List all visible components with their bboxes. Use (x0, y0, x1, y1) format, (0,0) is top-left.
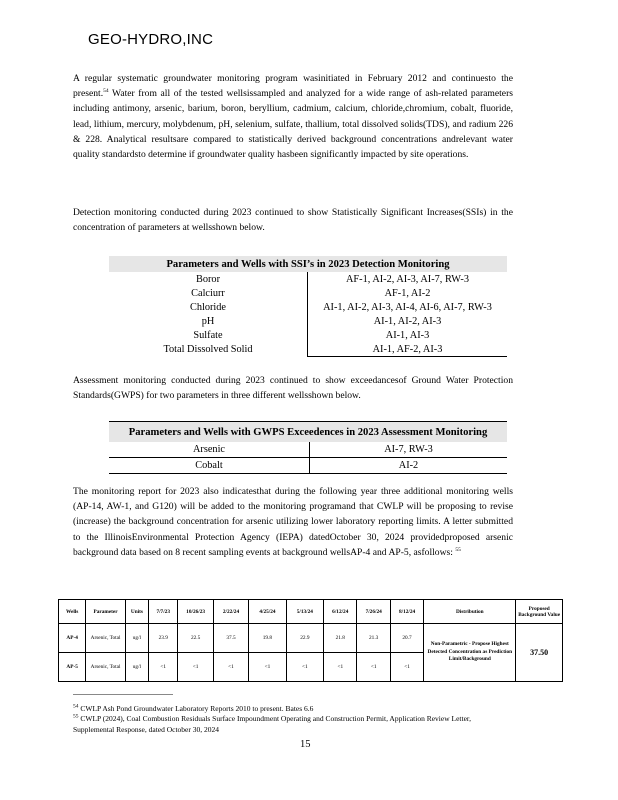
param-cell: Cobalt (109, 458, 310, 474)
value-cell: <1 (390, 653, 423, 682)
header-cell: Parameter (86, 600, 125, 624)
table-row (109, 342, 507, 357)
table-row (109, 328, 507, 342)
proposed-value-cell: 37.50 (516, 624, 563, 682)
company-header: GEO-HYDRO,INC (88, 31, 214, 48)
paragraph-detection-monitoring: Detection monitoring conducted during 2023 continued to show Statistically Significant Increases(SSIs) in the concentration of parameters at wellsshown below. (73, 207, 513, 234)
value-cell: <1 (324, 653, 357, 682)
footnote-ref-55: 55 (455, 546, 461, 553)
distribution-cell: Non-Parametric - Propose Highest Detected Concentration as Prediction Limit/Background (424, 624, 516, 682)
header-cell: 2/22/24 (213, 600, 248, 624)
value-cell: 21.8 (324, 624, 357, 653)
header-cell: Proposed Background Value (516, 600, 563, 624)
table-row (109, 272, 507, 286)
wells-cell: AI-7, RW-3 (310, 442, 508, 458)
header-cell: 7/26/24 (357, 600, 390, 624)
param-cell: Calciurr (109, 286, 308, 300)
value-cell: 22.9 (286, 624, 323, 653)
value-cell: <1 (357, 653, 390, 682)
paragraph-text: The monitoring report for 2023 also indicatesthat during the following year three additional monitoring wells (AP-14, AW-1, and G120) will be added to the monitoring programand that CWLP will be proposing to revise (increase) the background concentration for arsenic utilizing lower laboratory reporting limits. A letter submitted to the IllinoisEnvironmental Protection Agency (IEPA) datedOctober 30, 2024 providedproposed arsenic background data based on 8 recent sampling events at background wellsAP-4 and AP-5, asfollows: (73, 486, 513, 558)
gwps-table-title: Parameters and Wells with GWPS Exceedences in 2023 Assessment Monitoring (109, 422, 507, 443)
value-cell: 21.3 (357, 624, 390, 653)
wells-cell: AF-1, AI-2 (384, 287, 431, 299)
units-cell: ug/l (125, 653, 148, 682)
param-cell: Arsenic, Total (86, 653, 125, 682)
table-row (109, 314, 507, 328)
footnote-55 (73, 713, 513, 735)
header-cell: 5/13/24 (286, 600, 323, 624)
param-cell: Total Dissolved Solid (109, 342, 308, 357)
param-cell: Arsenic, Total (86, 624, 125, 653)
param-cell: Boror (109, 272, 308, 286)
table-row (109, 442, 507, 458)
header-cell: 8/12/24 (390, 600, 423, 624)
param-cell: Arsenic (109, 442, 310, 458)
footnote-text: CWLP (2024), Coal Combustion Residuals Surface Impoundment Operating and Construction Permit, Application Review Letter, Supplemental Response, dated October 30, 2024 (73, 714, 471, 734)
wells-cell: AI-1, AI-2, AI-3, AI-4, AI-6, AI-7, RW-3 (323, 301, 492, 313)
arsenic-background-table (58, 599, 563, 682)
well-cell: AP-4 (59, 624, 86, 653)
paragraph-assessment-monitoring: Assessment monitoring conducted during 2023 continued to show exceedancesof Ground Water Protection Standards(GWPS) for two parameters in three different wellsshown below. (73, 375, 513, 402)
header-cell: 6/12/24 (324, 600, 357, 624)
footnote-divider (73, 694, 173, 695)
header-cell: Distribution (424, 600, 516, 624)
value-cell: 37.5 (213, 624, 248, 653)
wells-cell: AF-1, AI-2, AI-3, AI-7, RW-3 (346, 273, 469, 285)
footnote-mark: 54 (73, 703, 79, 710)
table-row (109, 458, 507, 474)
paragraph-monitoring-program (73, 71, 513, 162)
value-cell: <1 (249, 653, 286, 682)
footnote-ref-54: 54 (103, 88, 109, 95)
param-cell: Chloride (109, 300, 308, 314)
well-cell: AP-5 (59, 653, 86, 682)
ssi-table-title: Parameters and Wells with SSI’s in 2023 Detection Monitoring (109, 256, 507, 272)
paragraph-text-cont: Water from all of the tested wellsissampled and analyzed for a wide range of ash-related parameters including antimony, arsenic, barium, boron, beryllium, cadmium, calcium, chloride,chromium, cobalt, fluoride, lead, lithium, mercury, molybdenum, pH, selenium, sulfate, thallium, total dissolved solids(TDS), and radium 226 & 228. Analytical resultsare compared to statistically derived background concentrations andrelevant water quality standardsto determine if groundwater quality hasbeen significantly impacted by site operations. (73, 88, 513, 161)
wells-cell: AI-1, AF-2, AI-3 (308, 342, 508, 357)
header-cell: 4/25/24 (249, 600, 286, 624)
table-row (59, 624, 563, 653)
ssi-detection-table (109, 256, 507, 357)
wells-cell: AI-1, AI-2, AI-3 (373, 315, 442, 327)
page-number: 15 (300, 739, 311, 750)
table-row (109, 300, 507, 314)
footnote-text: CWLP Ash Pond Groundwater Laboratory Reports 2010 to present. Bates 6.6 (78, 704, 314, 713)
value-cell: 23.9 (149, 624, 178, 653)
value-cell: 22.5 (178, 624, 213, 653)
value-cell: 19.8 (249, 624, 286, 653)
header-cell: 7/7/23 (149, 600, 178, 624)
param-cell: pH (109, 314, 308, 328)
table-row (109, 286, 507, 300)
table-header-row (59, 600, 563, 624)
footnote-mark: 55 (73, 713, 79, 720)
wells-cell: AI-1, AI-3 (385, 329, 430, 341)
value-cell: <1 (149, 653, 178, 682)
gwps-assessment-table (109, 421, 507, 474)
paragraph-text: A regular systematic groundwater monitoring program wasinitiated in February 2012 and continuesto the present. (73, 73, 513, 100)
wells-cell: AI-2 (310, 458, 508, 474)
units-cell: ug/l (125, 624, 148, 653)
value-cell: <1 (178, 653, 213, 682)
paragraph-monitoring-report (73, 484, 513, 560)
value-cell: <1 (286, 653, 323, 682)
header-cell: Units (125, 600, 148, 624)
header-cell: 10/26/23 (178, 600, 213, 624)
value-cell: 20.7 (390, 624, 423, 653)
param-cell: Sulfate (109, 328, 308, 342)
value-cell: <1 (213, 653, 248, 682)
header-cell: Wells (59, 600, 86, 624)
